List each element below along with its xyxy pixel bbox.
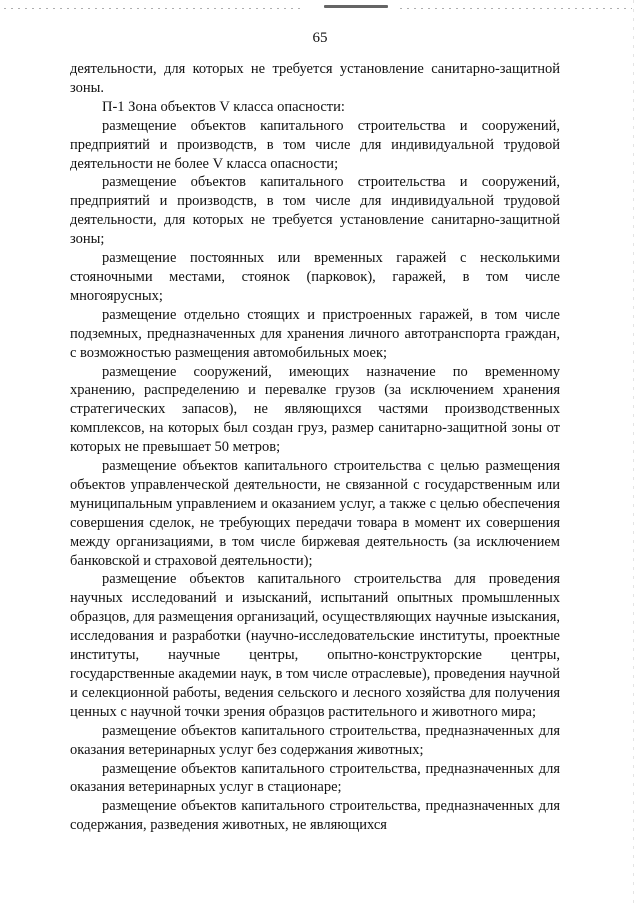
paragraph-continuation: деятельности, для которых не требуется установление санитарно-защитной зоны. — [70, 61, 560, 96]
paragraph-item: размещение объектов капитального строительства, предназначенных для содержания, разведения животных, не являющихся — [70, 798, 560, 834]
page-number: 65 — [312, 30, 328, 46]
scan-header-artifact — [0, 0, 640, 14]
scan-noise-left — [4, 8, 304, 9]
paragraph-item: размещение объектов капитального строительства, предназначенных для оказания ветеринарных услуг без содержания животных; — [70, 722, 560, 758]
scan-edge-artifact — [633, 0, 634, 905]
document-body — [70, 60, 560, 835]
zone-heading: П-1 Зона объектов V класса опасности: — [102, 98, 345, 115]
paragraph-item: размещение объектов капитального строительства и сооружений, предприятий и производств, в том числе для индивидуальной трудовой деятельности, для которых не требуется установление санитарно-защитной зоны; — [70, 174, 560, 248]
paragraph-item: размещение постоянных или временных гаражей с несколькими стояночными местами, стоянок (парковок), гаражей, в том числе многоярусных; — [70, 250, 560, 304]
paragraph-item: размещение сооружений, имеющих назначение по временному хранению, распределению и перевалке грузов (за исключением хранения стратегических запасов), не являющихся частями производственных комплексов, на которых был создан груз, размер санитарно-защитной зоны от которых не превышает 50 метров; — [70, 363, 560, 456]
paragraph-item: размещение объектов капитального строительства, предназначенных для оказания ветеринарных услуг в стационаре; — [70, 760, 560, 796]
paragraph-item: размещение объектов капитального строительства с целью размещения объектов управленческой деятельности, не связанной с государственным или муниципальным управлением и оказанием услуг, а также с целью обеспечения совершения сделок, не требующих передачи товара в момент их совершения между организациями, в том числе биржевая деятельность (за исключением банковской и страховой деятельности); — [70, 458, 560, 569]
scan-noise-mark — [324, 5, 388, 8]
paragraph-item: размещение объектов капитального строительства и сооружений, предприятий и производств, в том числе для индивидуальной трудовой деятельности не более V класса опасности; — [70, 117, 560, 172]
paragraph-item: размещение объектов капитального строительства для проведения научных исследований и изысканий, испытаний опытных промышленных образцов, для размещения организаций, осуществляющих научные изыскания, исследования и разработки (научно-исследовательские институты, проектные институты, научные центры, опытно-конструкторские центры, государственные академии наук, в том числе отраслевые), проведения научной и селекционной работы, ведения сельского и лесного хозяйства для получения ценных с научной точки зрения образцов растительного и животного мира; — [70, 571, 560, 720]
paragraph-item: размещение отдельно стоящих и пристроенных гаражей, в том числе подземных, предназначенных для хранения личного автотранспорта граждан, с возможностью размещения автомобильных моек; — [70, 306, 560, 361]
scan-noise-right — [400, 8, 632, 9]
